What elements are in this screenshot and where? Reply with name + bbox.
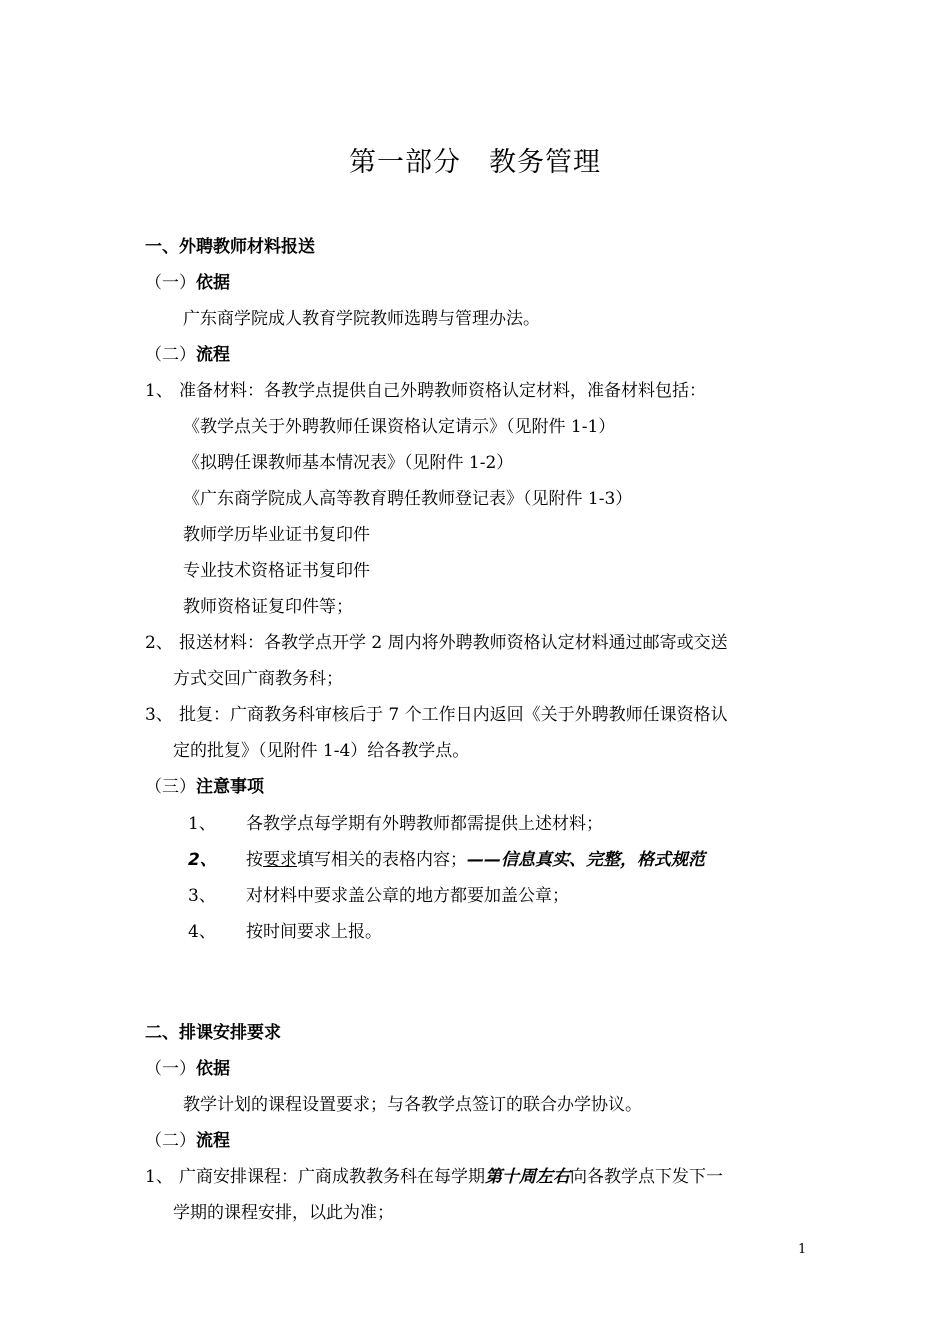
page-number: 1 [798, 1242, 807, 1257]
step-number: 3、 [145, 705, 173, 725]
material-item: 《广东商学院成人高等教育聘任教师登记表》（见附件 1-3） [183, 489, 633, 509]
step-number: 1、 [145, 1167, 173, 1187]
note-text-emphasis: ——信息真实、完整，格式规范 [467, 850, 705, 870]
section1-step2-continued: 方式交回广商教务科； [173, 669, 343, 689]
section2-basis-text: 教学计划的课程设置要求；与各教学点签订的联合办学协议。 [183, 1095, 642, 1115]
note-number: 4、 [188, 922, 216, 942]
basis-label: （一） [145, 273, 196, 293]
section1-basis-text: 广东商学院成人教育学院教师选聘与管理办法。 [183, 309, 540, 329]
note-text: 各教学点每学期有外聘教师都需提供上述材料； [246, 814, 603, 834]
basis-title: 依据 [196, 273, 230, 293]
section1-step2 [145, 632, 728, 654]
section1-step3 [145, 704, 728, 726]
section1-step3-continued: 定的批复》（见附件 1-4）给各教学点。 [173, 741, 470, 761]
section2-step1-continued: 学期的课程安排，以此为准； [173, 1203, 394, 1223]
step-number: 2、 [145, 633, 173, 653]
step-number: 1、 [145, 381, 173, 401]
note-text-pre: 按 [246, 850, 263, 870]
section2-heading: 二、排课安排要求 [145, 1023, 281, 1043]
page-title: 第一部分 教务管理 [349, 147, 601, 178]
material-item: 《教学点关于外聘教师任课资格认定请示》（见附件 1-1） [183, 417, 616, 437]
note-text-mid: 填写相关的表格内容； [297, 850, 467, 870]
section2-step1 [145, 1166, 723, 1188]
section2-basis-heading [145, 1058, 230, 1080]
note-text: 按时间要求上报。 [246, 922, 382, 942]
basis-label: （一） [145, 1059, 196, 1079]
step-text-post: 向各教学点下发下一 [570, 1167, 723, 1187]
note-item [188, 921, 382, 943]
step-text: 准备材料：各教学点提供自己外聘教师资格认定材料，准备材料包括： [179, 381, 706, 401]
section1-basis-heading [145, 272, 230, 294]
section1-heading: 一、外聘教师材料报送 [145, 237, 315, 257]
note-text: 对材料中要求盖公章的地方都要加盖公章； [246, 886, 569, 906]
section2-process-heading [145, 1130, 230, 1152]
notes-title: 注意事项 [196, 777, 264, 797]
note-item [188, 885, 569, 907]
material-item: 教师资格证复印件等； [183, 597, 353, 617]
note-item [188, 849, 705, 871]
basis-title: 依据 [196, 1059, 230, 1079]
material-item: 专业技术资格证书复印件 [183, 561, 370, 581]
material-item: 教师学历毕业证书复印件 [183, 525, 370, 545]
section1-process-heading [145, 344, 230, 366]
note-number: 3、 [188, 886, 216, 906]
process-label: （二） [145, 345, 196, 365]
step-text-pre: 广商安排课程：广商成教教务科在每学期 [179, 1167, 485, 1187]
note-number: 1、 [188, 814, 216, 834]
section1-notes-heading [145, 776, 264, 798]
step-text: 报送材料：各教学点开学 2 周内将外聘教师资格认定材料通过邮寄或交送 [179, 633, 728, 653]
process-title: 流程 [196, 1131, 230, 1151]
note-item [188, 813, 603, 835]
process-label: （二） [145, 1131, 196, 1151]
material-item: 《拟聘任课教师基本情况表》（见附件 1-2） [183, 453, 514, 473]
step-text-emphasis: 第十周左右 [485, 1167, 570, 1187]
section1-step1 [145, 380, 706, 402]
notes-label: （三） [145, 777, 196, 797]
note-text-underlined: 要求 [263, 850, 297, 870]
step-text: 批复：广商教务科审核后于 7 个工作日内返回《关于外聘教师任课资格认 [179, 705, 728, 725]
note-number: 2、 [188, 850, 217, 870]
process-title: 流程 [196, 345, 230, 365]
